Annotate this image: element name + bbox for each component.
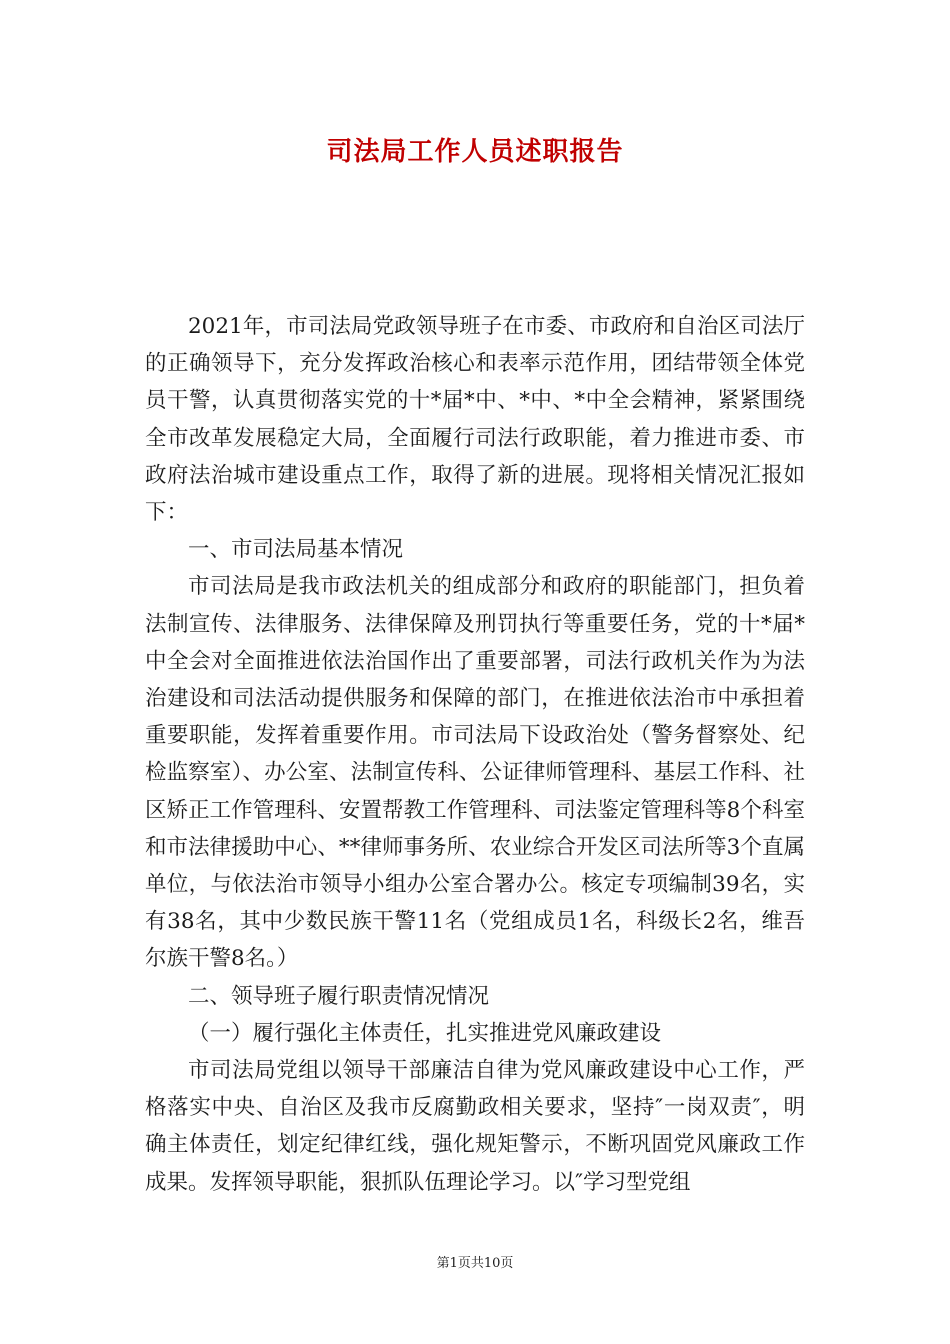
- document-body: [145, 308, 805, 1201]
- paragraph-intro: 2021年，市司法局党政领导班子在市委、市政府和自治区司法厅的正确领导下，充分发挥政治核心和表率示范作用，团结带领全体党员干警，认真贯彻落实党的十*届*中、*中、*中全会精神，紧紧围绕全市改革发展稳定大局，全面履行司法行政职能，着力推进市委、市政府法治城市建设重点工作，取得了新的进展。现将相关情况汇报如下：: [145, 314, 805, 526]
- paragraph-basic-info: 市司法局是我市政法机关的组成部分和政府的职能部门，担负着法制宣传、法律服务、法律保障及刑罚执行等重要任务，党的十*届*中全会对全面推进依法治国作出了重要部署，司法行政机关作为为法治建设和司法活动提供服务和保障的部门，在推进依法治市中承担着重要职能，发挥着重要作用。市司法局下设政治处（警务督察处、纪检监察室）、办公室、法制宣传科、公证律师管理科、基层工作科、社区矫正工作管理科、安置帮教工作管理科、司法鉴定管理科等8个科室和市法律援助中心、**律师事务所、农业综合开发区司法所等3个直属单位，与依法治市领导小组办公室合署办公。核定专项编制39名，实有38名，其中少数民族干警11名（党组成员1名，科级长2名，维吾尔族干警8名。）: [145, 574, 805, 972]
- section-heading-2: 二、领导班子履行职责情况情况: [188, 983, 490, 1009]
- document-title: 司法局工作人员述职报告: [326, 137, 624, 167]
- paragraph-party-building: 市司法局党组以领导干部廉洁自律为党风廉政建设中心工作，严格落实中央、自治区及我市反腐勤政相关要求，坚持″一岗双责″，明确主体责任，划定纪律红线，强化规矩警示，不断巩固党风廉政工作成果。发挥领导职能，狠抓队伍理论学习。以″学习型党组: [145, 1058, 805, 1195]
- page-number-footer: 第1页共10页: [436, 1256, 514, 1271]
- section-heading-1: 一、市司法局基本情况: [188, 537, 404, 563]
- subsection-heading-1: （一）履行强化主体责任，扎实推进党风廉政建设: [188, 1020, 662, 1046]
